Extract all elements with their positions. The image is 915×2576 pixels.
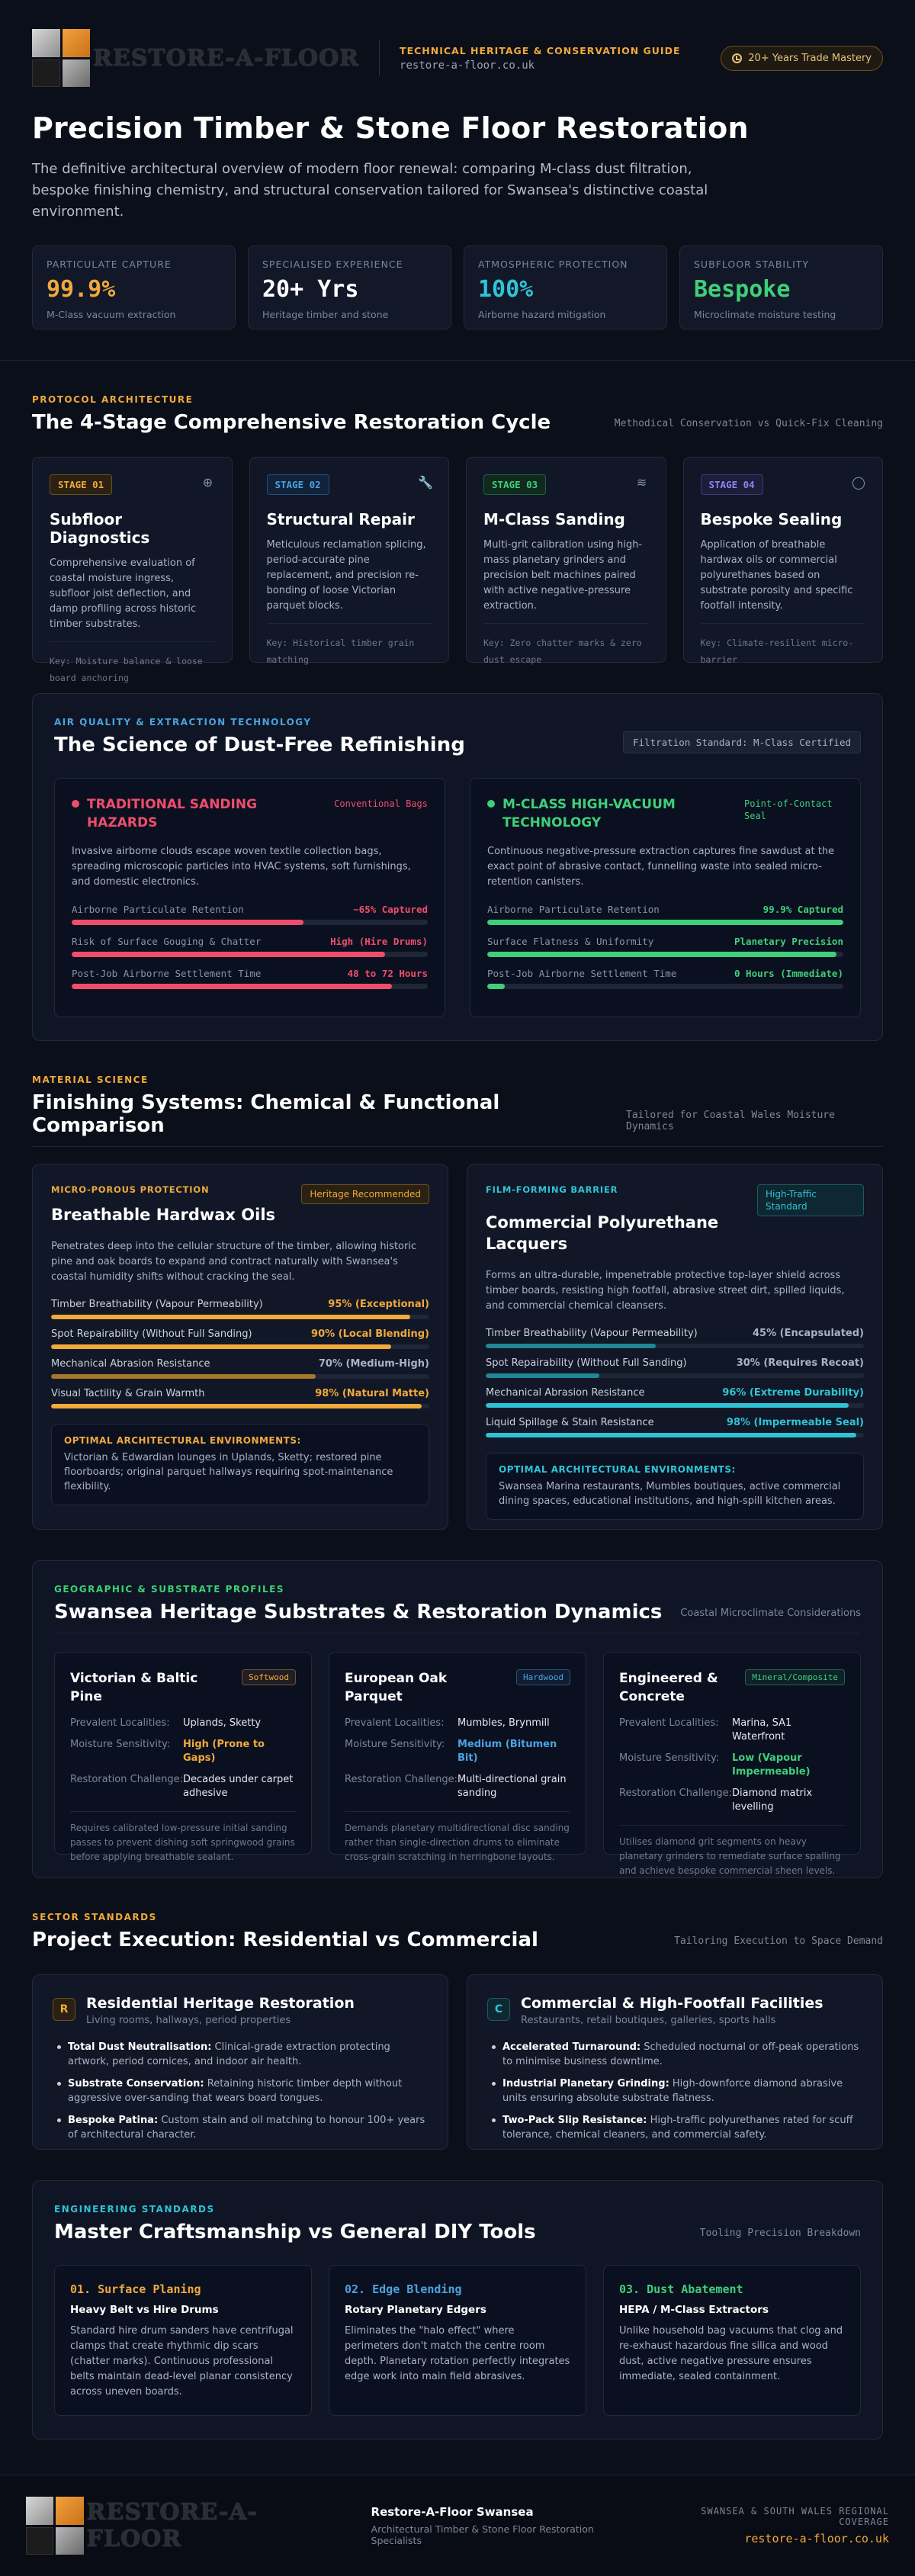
card-kicker: MICRO-POROUS PROTECTION <box>51 1184 210 1195</box>
list-item-text: High-downforce diamond abrasive units ensuring absolute substrate flatness. <box>502 2078 843 2104</box>
meter-track <box>51 1374 429 1379</box>
meter <box>51 1358 429 1379</box>
card-subtitle: Living rooms, hallways, period properties <box>86 2015 291 2026</box>
section-kicker: PROTOCOL ARCHITECTURE <box>32 394 194 405</box>
craft-step: 03. Dust Abatement <box>619 2282 743 2296</box>
wrench-icon: 🔧 <box>418 475 433 490</box>
substrate-title: Victorian & Baltic Pine <box>70 1671 198 1704</box>
card-description: Penetrates deep into the cellular structure of the timber, allowing historic pine and oak boards to expand and contract naturally with Swansea's coastal humidity shifts without cracking the seal. <box>51 1241 417 1283</box>
card-title: Commercial Polyurethane Lacquers <box>486 1213 719 1253</box>
craft-description: Eliminates the "halo effect" where perimeters don't match the centre room depth. Planetary rotation perfectly integrates edge work into main field abrasives. <box>345 2325 570 2382</box>
environments-text: Swansea Marina restaurants, Mumbles boutiques, active commercial dining spaces, educational institutions, and high-spill kitchen areas. <box>499 1481 841 1507</box>
list-item-text: Custom stain and oil matching to honour 100+ years of architectural character. <box>68 2115 425 2141</box>
section-note: Tailored for Coastal Wales Moisture Dynamics <box>626 1110 835 1132</box>
craft-card <box>329 2265 586 2416</box>
meter-label: Spot Repairability (Without Full Sanding) <box>51 1328 252 1340</box>
stat-card <box>464 246 667 329</box>
stat-card <box>679 246 883 329</box>
substrate-tag: Softwood <box>242 1669 296 1685</box>
stage-card <box>32 457 233 683</box>
meter <box>51 1299 429 1319</box>
card-tag: Point-of-Contact Seal <box>744 798 833 821</box>
section-title: Project Execution: Residential vs Commercial <box>32 1929 538 1951</box>
section-title: Master Craftsmanship vs General DIY Tools <box>54 2221 536 2244</box>
kv-value: Low (Vapour Impermeable) <box>732 1752 811 1778</box>
stage-key: Key: Historical timber grain matching <box>267 623 432 668</box>
list-item-text: Clinical-grade extraction protecting artwork, period cornices, and indoor air health. <box>68 2041 390 2067</box>
stage-card <box>683 457 884 663</box>
stage-card <box>249 457 450 663</box>
hardwax-oil-card <box>32 1164 448 1530</box>
list-item <box>492 2077 862 2105</box>
meter-track <box>51 1404 429 1408</box>
meter-value: 45% (Encapsulated) <box>752 1328 864 1339</box>
meter-fill <box>72 952 385 957</box>
stage-description: Meticulous reclamation splicing, period-accurate pine replacement, and precision re-bonding of loose Victorian parquet blocks. <box>266 539 426 612</box>
stage-key: Key: Zero chatter marks & zero dust escape <box>483 623 649 668</box>
stat-description: Heritage timber and stone <box>262 309 389 320</box>
m-class-card <box>470 778 861 1017</box>
list-item <box>57 2113 428 2142</box>
site-header <box>0 0 915 102</box>
meter-value: 30% (Requires Recoat) <box>736 1357 864 1369</box>
stage-title: M-Class Sanding <box>483 510 625 528</box>
card-title: TRADITIONAL SANDING HAZARDS <box>87 797 258 830</box>
stage-tag: STAGE 01 <box>50 474 112 495</box>
meter-value: 48 to 72 Hours <box>347 968 428 979</box>
meter-label: Timber Breathability (Vapour Permeability) <box>51 1299 263 1310</box>
meter-value: High (Hire Drums) <box>330 936 428 947</box>
section-note: Tailoring Execution to Space Demand <box>674 1935 883 1947</box>
recommended-badge: Heritage Recommended <box>301 1184 429 1204</box>
meter-track <box>487 952 843 957</box>
card-kicker: FILM-FORMING BARRIER <box>486 1184 618 1195</box>
meter <box>72 904 428 925</box>
drop-icon: ◯ <box>852 475 865 490</box>
list-item-text: Scheduled nocturnal or off-peak operations to minimise business downtime. <box>502 2041 859 2067</box>
kv-value: Medium (Bitumen Bit) <box>458 1739 557 1764</box>
standard-badge: High-Traffic Standard <box>757 1184 864 1216</box>
section-note: Coastal Microclimate Considerations <box>680 1608 861 1619</box>
meter-track <box>486 1403 864 1408</box>
meter-label: Airborne Particulate Retention <box>72 904 244 915</box>
clock-icon <box>732 53 742 63</box>
footer-logo[interactable] <box>26 2497 352 2555</box>
craft-name: Rotary Planetary Edgers <box>345 2304 486 2316</box>
environments-title: OPTIMAL ARCHITECTURAL ENVIRONMENTS: <box>64 1435 301 1446</box>
header-divider <box>379 40 380 75</box>
card-description: Forms an ultra-durable, impenetrable protective top-layer shield across timber boards, resisting high footfall, abrasive street dirt, spilled liquids, and commercial chemical cleansers. <box>486 1270 845 1312</box>
meter-fill <box>486 1344 656 1348</box>
logo-mark-icon <box>26 2497 84 2555</box>
stat-label: SPECIALISED EXPERIENCE <box>262 259 403 270</box>
craft-name: Heavy Belt vs Hire Drums <box>70 2304 219 2316</box>
stage-description: Multi-grit calibration using high-mass planetary grinders and precision belt machines paired with active negative-pressure extraction. <box>483 539 643 612</box>
meter <box>72 936 428 957</box>
section-title: The 4-Stage Comprehensive Restoration Cycle <box>32 411 551 434</box>
card-description: Invasive airborne clouds escape woven textile collection bags, spreading microscopic particles into HVAC systems, soft furnishings, and domestic electronics. <box>72 846 411 888</box>
craftsmanship-section <box>0 2150 915 2439</box>
craft-card <box>54 2265 312 2416</box>
footer-url-link[interactable]: restore-a-floor.co.uk <box>744 2532 889 2545</box>
card-title: M-CLASS HIGH-VACUUM TECHNOLOGY <box>502 797 676 830</box>
stage-description: Comprehensive evaluation of coastal moisture ingress, subfloor joist deflection, and damp profiling across historic timber substrates. <box>50 557 197 630</box>
substrate-note: Demands planetary multidirectional disc sanding rather than single-direction drums to eliminate cross-grain scratching in herringbone layouts. <box>345 1811 570 1865</box>
meter-label: Spot Repairability (Without Full Sanding) <box>486 1357 687 1369</box>
meter <box>487 968 843 989</box>
residential-list <box>53 2040 428 2142</box>
kv-value: Uplands, Sketty <box>183 1717 262 1729</box>
meter-label: Post-Job Airborne Settlement Time <box>72 968 262 979</box>
card-description: Continuous negative-pressure extraction captures fine sawdust at the exact point of abrasive contact, funnelling waste into sealed micro-retention canisters. <box>487 846 835 888</box>
stage-title: Structural Repair <box>266 510 415 528</box>
stage-key: Key: Climate-resilient micro-barrier <box>701 623 866 668</box>
craft-cards <box>54 2265 861 2416</box>
hero-intro: The definitive architectural overview of modern floor renewal: comparing M-class dust filtration, bespoke finishing chemistry, and structural conservation tailored for Swansea's distinctive coastal environment. <box>32 161 708 220</box>
stage-cards <box>32 457 883 683</box>
list-item-heading: Total Dust Neutralisation: <box>68 2041 212 2053</box>
meter-label: Risk of Surface Gouging & Chatter <box>72 936 262 947</box>
card-title: Residential Heritage Restoration <box>86 1995 355 2012</box>
meter <box>51 1328 429 1349</box>
meter-track <box>72 920 428 925</box>
meter-fill <box>72 984 392 989</box>
meter <box>72 968 428 989</box>
layers-icon: ≋ <box>636 475 647 490</box>
status-dot-icon <box>72 800 79 808</box>
stat-label: ATMOSPHERIC PROTECTION <box>478 259 628 270</box>
stat-value: Bespoke <box>694 276 791 303</box>
residential-icon: R <box>53 1998 75 2021</box>
kv-label: Moisture Sensitivity: <box>345 1739 445 1750</box>
list-item <box>492 2113 862 2142</box>
environments-title: OPTIMAL ARCHITECTURAL ENVIRONMENTS: <box>499 1464 736 1475</box>
stat-value: 100% <box>478 276 534 303</box>
kv-value: Mumbles, Brynmill <box>458 1717 550 1729</box>
kv-label: Prevalent Localities: <box>619 1717 719 1729</box>
meter-value: 99.9% Captured <box>762 904 843 915</box>
list-item-heading: Industrial Planetary Grinding: <box>502 2078 669 2089</box>
stage-title: Subfloor Diagnostics <box>50 510 150 547</box>
meter-value: 0 Hours (Immediate) <box>734 968 843 979</box>
kv-value: Diamond matrix levelling <box>732 1787 813 1813</box>
substrate-card <box>54 1652 312 1862</box>
card-tag: Conventional Bags <box>334 798 428 809</box>
section-title: Swansea Heritage Substrates & Restoration Dynamics <box>54 1601 663 1624</box>
environments-box <box>51 1424 429 1505</box>
meter-value: 90% (Local Blending) <box>311 1328 429 1340</box>
stat-description: M-Class vacuum extraction <box>47 309 176 320</box>
kv-label: Prevalent Localities: <box>70 1717 170 1729</box>
meter-fill <box>51 1315 410 1319</box>
meter-value: 96% (Extreme Durability) <box>722 1387 864 1399</box>
meter <box>487 904 843 925</box>
craft-step: 01. Surface Planing <box>70 2282 201 2296</box>
stage-tag: STAGE 03 <box>483 474 546 495</box>
meter-value: 95% (Exceptional) <box>328 1299 429 1310</box>
kv-label: Restoration Challenge: <box>619 1787 732 1799</box>
kv-value: Multi-directional grain sanding <box>458 1774 567 1799</box>
kv-value: Marina, SA1 Waterfront <box>732 1717 792 1742</box>
meter-label: Timber Breathability (Vapour Permeability) <box>486 1328 698 1339</box>
kv-label: Restoration Challenge: <box>70 1774 183 1785</box>
craft-name: HEPA / M-Class Extractors <box>619 2304 769 2316</box>
list-item-heading: Substrate Conservation: <box>68 2078 204 2089</box>
kv-value: Decades under carpet adhesive <box>183 1774 294 1799</box>
meter-track <box>51 1315 429 1319</box>
page-title: Precision Timber & Stone Floor Restoration <box>32 111 749 145</box>
stat-value: 20+ Yrs <box>262 276 359 303</box>
substrate-card <box>329 1652 586 1862</box>
meter-value: Planetary Precision <box>734 936 843 947</box>
substrate-title: European Oak Parquet <box>345 1671 448 1704</box>
crosshair-icon: ⊕ <box>202 475 214 490</box>
craft-description: Standard hire drum sanders have centrifugal clamps that create rhythmic dip scars (chatter marks). Continuous professional belts maintain dead-level planar consistency across uneven boards. <box>70 2325 294 2398</box>
substrate-cards <box>54 1652 861 1876</box>
stat-description: Airborne hazard mitigation <box>478 309 606 320</box>
card-title: Breathable Hardwax Oils <box>51 1206 276 1224</box>
substrate-tag: Mineral/Composite <box>745 1669 845 1685</box>
section-kicker: ENGINEERING STANDARDS <box>54 2204 215 2215</box>
meter-fill <box>487 984 505 989</box>
years-badge-label: 20+ Years Trade Mastery <box>748 52 872 64</box>
substrate-note: Requires calibrated low-pressure initial sanding passes to prevent dishing soft springwood grains before applying breathable sealant. <box>70 1811 296 1865</box>
filtration-standard-badge: Filtration Standard: M-Class Certified <box>623 731 861 753</box>
stage-description: Application of breathable hardwax oils or commercial polyurethanes based on substrate porosity and specific footfall intensity. <box>700 539 853 612</box>
section-title: Finishing Systems: Chemical & Functional Comparison <box>32 1091 500 1137</box>
meter-label: Mechanical Abrasion Resistance <box>486 1387 645 1399</box>
finishing-systems-section <box>0 1041 915 1530</box>
kv-value: High (Prone to Gaps) <box>183 1739 265 1764</box>
traditional-sanding-card <box>54 778 445 1017</box>
meter <box>486 1417 864 1437</box>
site-footer <box>0 2475 915 2576</box>
stage-title: Bespoke Sealing <box>700 510 843 528</box>
meter-fill <box>486 1403 849 1408</box>
list-item-text: Retaining historic timber depth without aggressive over-sanding that wears board tongues. <box>68 2078 403 2104</box>
section-note: Tooling Precision Breakdown <box>699 2228 861 2239</box>
years-badge <box>721 46 883 71</box>
stat-card <box>248 246 451 329</box>
list-item-heading: Accelerated Turnaround: <box>502 2041 641 2053</box>
section-note: Methodical Conservation vs Quick-Fix Cleaning <box>614 418 883 429</box>
restoration-cycle-section <box>0 361 915 683</box>
stage-tag: STAGE 02 <box>267 474 329 495</box>
card-title: Commercial & High-Footfall Facilities <box>521 1995 824 2012</box>
header-kicker: TECHNICAL HERITAGE & CONSERVATION GUIDE <box>400 44 681 56</box>
meter-value: 98% (Natural Matte) <box>315 1388 429 1399</box>
meter <box>487 936 843 957</box>
meter-label: Airborne Particulate Retention <box>487 904 660 915</box>
section-kicker: SECTOR STANDARDS <box>32 1912 157 1922</box>
craft-description: Unlike household bag vacuums that clog and re-exhaust hazardous fine silica and wood dust, active negative pressure ensures immediate, sealed containment. <box>619 2325 843 2382</box>
logo-text: RESTORE-A-FLOOR <box>93 44 360 72</box>
brand-logo[interactable] <box>32 29 359 87</box>
craft-card <box>603 2265 861 2416</box>
stage-key: Key: Moisture balance & loose board anchoring <box>50 641 215 686</box>
meter-label: Post-Job Airborne Settlement Time <box>487 968 677 979</box>
commercial-list <box>487 2040 862 2142</box>
meter-label: Mechanical Abrasion Resistance <box>51 1358 210 1370</box>
meter-fill <box>51 1374 316 1379</box>
environments-box <box>486 1453 864 1520</box>
stat-value: 99.9% <box>47 276 116 303</box>
status-dot-icon <box>487 800 495 808</box>
kv-label: Moisture Sensitivity: <box>619 1752 720 1764</box>
meter-label: Visual Tactility & Grain Warmth <box>51 1388 205 1399</box>
meter-fill <box>51 1404 422 1408</box>
substrate-card <box>603 1652 861 1876</box>
list-item <box>57 2040 428 2069</box>
list-item <box>492 2040 862 2069</box>
stage-card <box>466 457 666 663</box>
meter <box>51 1388 429 1408</box>
meter <box>486 1357 864 1378</box>
meter <box>486 1387 864 1408</box>
footer-region: SWANSEA & SOUTH WALES REGIONAL COVERAGE <box>701 2506 889 2527</box>
meter-track <box>486 1373 864 1378</box>
section-kicker: AIR QUALITY & EXTRACTION TECHNOLOGY <box>54 717 312 728</box>
section-kicker: MATERIAL SCIENCE <box>32 1074 149 1085</box>
section-kicker: GEOGRAPHIC & SUBSTRATE PROFILES <box>54 1584 284 1595</box>
list-item-text: High-traffic polyurethanes rated for scuff tolerance, chemical cleaners, and commercial safety. <box>502 2115 853 2141</box>
meter-fill <box>487 920 843 925</box>
meter-track <box>487 984 843 989</box>
hero <box>0 102 915 329</box>
polyurethane-lacquer-card <box>467 1164 883 1530</box>
residential-card <box>32 1974 448 2150</box>
meter-fill <box>486 1373 599 1378</box>
header-subtitle <box>400 45 680 72</box>
card-subtitle: Restaurants, retail boutiques, galleries, sports halls <box>521 2015 776 2026</box>
logo-text: RESTORE-A-FLOOR <box>86 2499 258 2552</box>
meter-track <box>72 952 428 957</box>
stat-card <box>32 246 236 329</box>
meter-track <box>486 1344 864 1348</box>
dust-free-section <box>0 663 915 1041</box>
meter-track <box>487 920 843 925</box>
section-title: The Science of Dust-Free Refinishing <box>54 734 465 756</box>
meter <box>486 1328 864 1348</box>
kv-label: Prevalent Localities: <box>345 1717 445 1729</box>
meter-track <box>486 1433 864 1437</box>
substrate-note: Utilises diamond grit segments on heavy planetary grinders to remediate surface spalling and achieve bespoke commercial sheen levels. <box>619 1825 845 1878</box>
kv-label: Moisture Sensitivity: <box>70 1739 171 1750</box>
logo-mark-icon <box>32 29 90 87</box>
meter-fill <box>51 1344 391 1349</box>
meter-value: 70% (Medium-High) <box>318 1358 429 1370</box>
kv-label: Restoration Challenge: <box>345 1774 458 1785</box>
substrates-section <box>0 1530 915 1878</box>
meter-value: ~65% Captured <box>353 904 428 915</box>
meter-label: Liquid Spillage & Stain Resistance <box>486 1417 654 1428</box>
stat-label: PARTICULATE CAPTURE <box>47 259 172 270</box>
meter-label: Surface Flatness & Uniformity <box>487 936 654 947</box>
list-item-heading: Bespoke Patina: <box>68 2115 159 2126</box>
meter-track <box>51 1344 429 1349</box>
stat-description: Microclimate moisture testing <box>694 309 836 320</box>
list-item-heading: Two-Pack Slip Resistance: <box>502 2115 647 2126</box>
stat-label: SUBFLOOR STABILITY <box>694 259 810 270</box>
craft-step: 02. Edge Blending <box>345 2282 462 2296</box>
stage-tag: STAGE 04 <box>701 474 763 495</box>
meter-fill <box>72 920 303 925</box>
project-execution-section <box>0 1878 915 2150</box>
commercial-icon: C <box>487 1998 510 2021</box>
substrate-title: Engineered & Concrete <box>619 1671 718 1704</box>
stats-row <box>32 246 883 329</box>
list-item <box>57 2077 428 2105</box>
footer-description: Architectural Timber & Stone Floor Restoration Specialists <box>371 2523 594 2546</box>
meter-value: 98% (Impermeable Seal) <box>726 1417 864 1428</box>
meter-track <box>72 984 428 989</box>
footer-company-name: Restore-A-Floor Swansea <box>371 2505 534 2519</box>
environments-text: Victorian & Edwardian lounges in Uplands, Sketty; restored pine floorboards; original parquet hallways requiring spot-maintenance flexibility. <box>64 1452 393 1492</box>
meter-fill <box>486 1433 856 1437</box>
meter-fill <box>487 952 836 957</box>
commercial-card <box>467 1974 883 2150</box>
header-domain: restore-a-floor.co.uk <box>400 59 535 72</box>
substrate-tag: Hardwood <box>516 1669 570 1685</box>
